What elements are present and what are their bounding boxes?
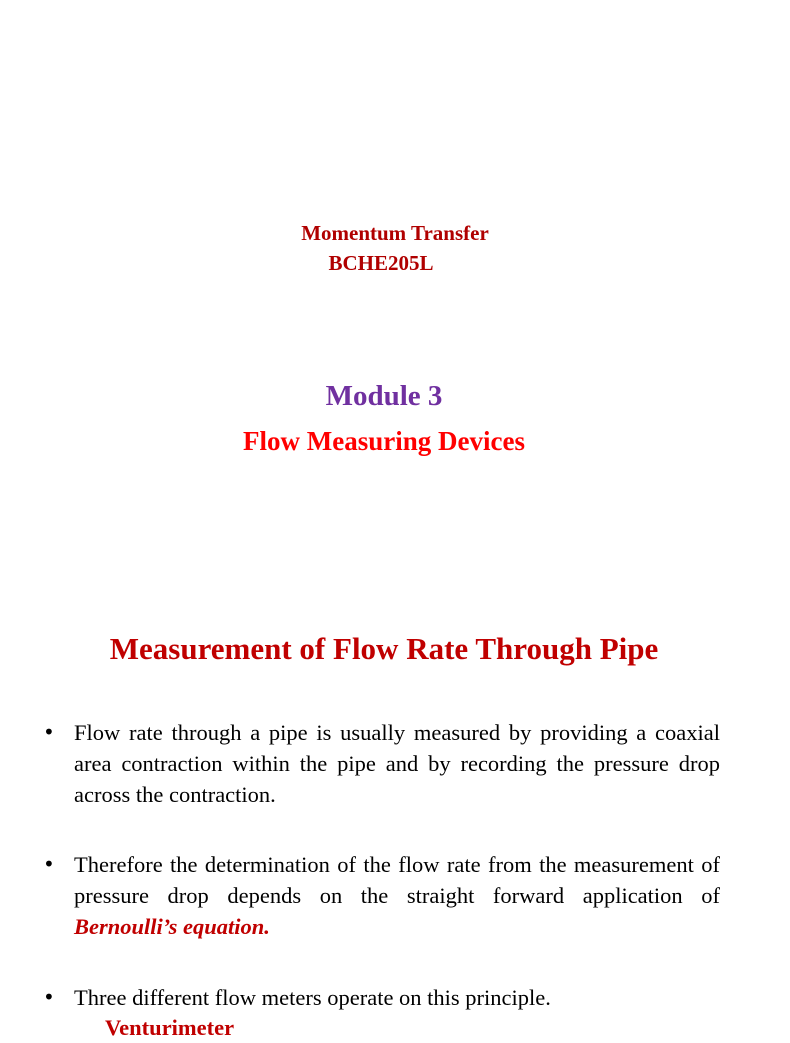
course-title: Momentum Transfer xyxy=(301,221,489,245)
bullet-text: Therefore the determination of the flow rate from the measurement of pressure drop depends on the straight forward application of xyxy=(74,852,720,908)
bullet-text: Three different flow meters operate on this principle. xyxy=(74,985,551,1010)
bullet-item xyxy=(74,849,720,942)
bullet-item xyxy=(74,717,720,810)
bullet-item xyxy=(74,982,720,1013)
content-slide xyxy=(0,576,768,1040)
sub-item-venturimeter: Venturimeter xyxy=(105,1015,235,1040)
module-title: Flow Measuring Devices xyxy=(243,426,525,456)
slide-heading: Measurement of Flow Rate Through Pipe xyxy=(109,631,659,666)
bullet-text: Flow rate through a pipe is usually measured by providing a coaxial area contraction within the pipe and by recording the pressure drop across the contraction. xyxy=(74,720,720,807)
module-number: Module 3 xyxy=(325,380,443,412)
bernoulli-equation-emphasis: Bernoulli’s equation. xyxy=(74,914,270,939)
course-code: BCHE205L xyxy=(328,251,434,275)
